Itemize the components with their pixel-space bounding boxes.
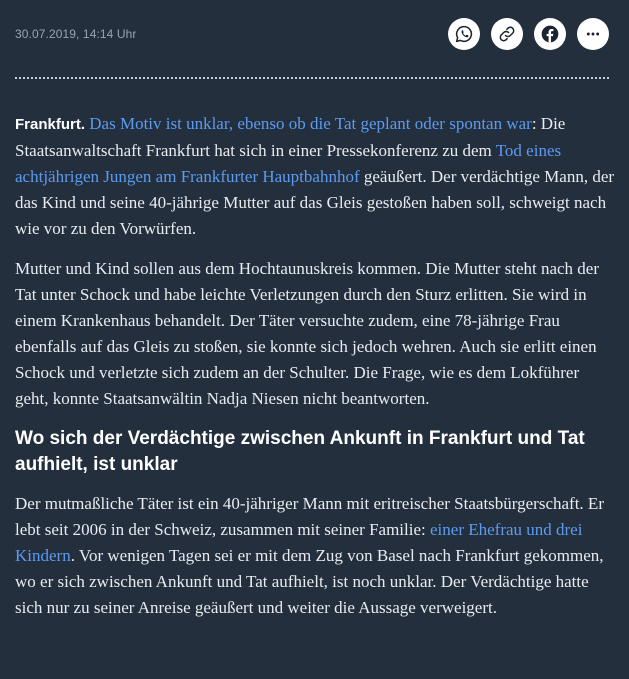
article-paragraph-2: Mutter und Kind sollen aus dem Hochtaunuskreis kommen. Die Mutter steht nach der Tat unter Schock und habe leichte Verletzungen durch den Sturz erlitten. Sie wird in einem Krankenhaus behandelt. Der Täter versuchte zudem, eine 78-jährige Frau ebenfalls auf das Gleis zu stoßen, sie konnte sich jedoch wehren. Auch sie erlitt einen Schock und verletzte sich zudem an der Schulter. Die Frage, wie es dem Lokführer geht, konnte Staatsanwältin Nadja Niesen nicht beantworten.	[15, 259, 600, 408]
share-bar	[448, 18, 609, 50]
article-body	[15, 111, 615, 635]
paragraph-text: Der mutmaßliche Täter ist ein 40-jähriger Mann mit eritreischer Staatsbürgerschaft. Er lebt seit 2006 in der Schweiz, zusammen mit seiner Familie:	[15, 494, 604, 539]
whatsapp-share-button[interactable]	[448, 18, 480, 50]
publish-timestamp: 30.07.2019, 14:14 Uhr	[15, 27, 137, 41]
paragraph-text: : Die Staatsanwaltschaft Frankfurt hat sich in einer Pressekonferenz zu dem	[15, 114, 566, 160]
wife-and-children-link[interactable]: einer Ehefrau und drei Kindern	[15, 520, 583, 565]
facebook-icon	[540, 24, 560, 44]
dateline: Frankfurt.	[15, 116, 86, 133]
link-icon	[498, 25, 516, 43]
paragraph-text: geäußert. Der verdächtige Mann, der das Kind und seine 40-jährige Mutter auf das Gleis gestoßen haben soll, schweigt nach wie vor zu den Vorwürfen.	[15, 167, 615, 238]
article-paragraph-3	[15, 491, 615, 621]
article-subheading: Wo sich der Verdächtige zwischen Ankunft in Frankfurt und Tat aufhielt, ist unklar	[15, 428, 585, 475]
motive-unclear-link[interactable]: Das Motiv ist unklar, ebenso ob die Tat geplant oder spontan war	[89, 114, 532, 133]
whatsapp-icon	[455, 25, 473, 43]
more-options-button[interactable]	[577, 18, 609, 50]
article-meta-row	[15, 17, 609, 51]
article-paragraph-1	[15, 111, 615, 242]
facebook-share-button[interactable]	[534, 18, 566, 50]
dotted-divider	[15, 77, 609, 79]
copy-link-button[interactable]	[491, 18, 523, 50]
more-horizontal-icon	[585, 26, 601, 42]
paragraph-text: . Vor wenigen Tagen sei er mit dem Zug von Basel nach Frankfurt gekommen, wo er sich zwischen Ankunft und Tat aufhielt, ist noch unklar. Der Verdächtige hatte sich nur zu seiner Anreise geäußert und weiter die Aussage verweigert.	[15, 546, 604, 617]
death-of-boy-link[interactable]: Tod eines achtjährigen Jungen am Frankfurter Hauptbahnhof	[15, 141, 562, 186]
